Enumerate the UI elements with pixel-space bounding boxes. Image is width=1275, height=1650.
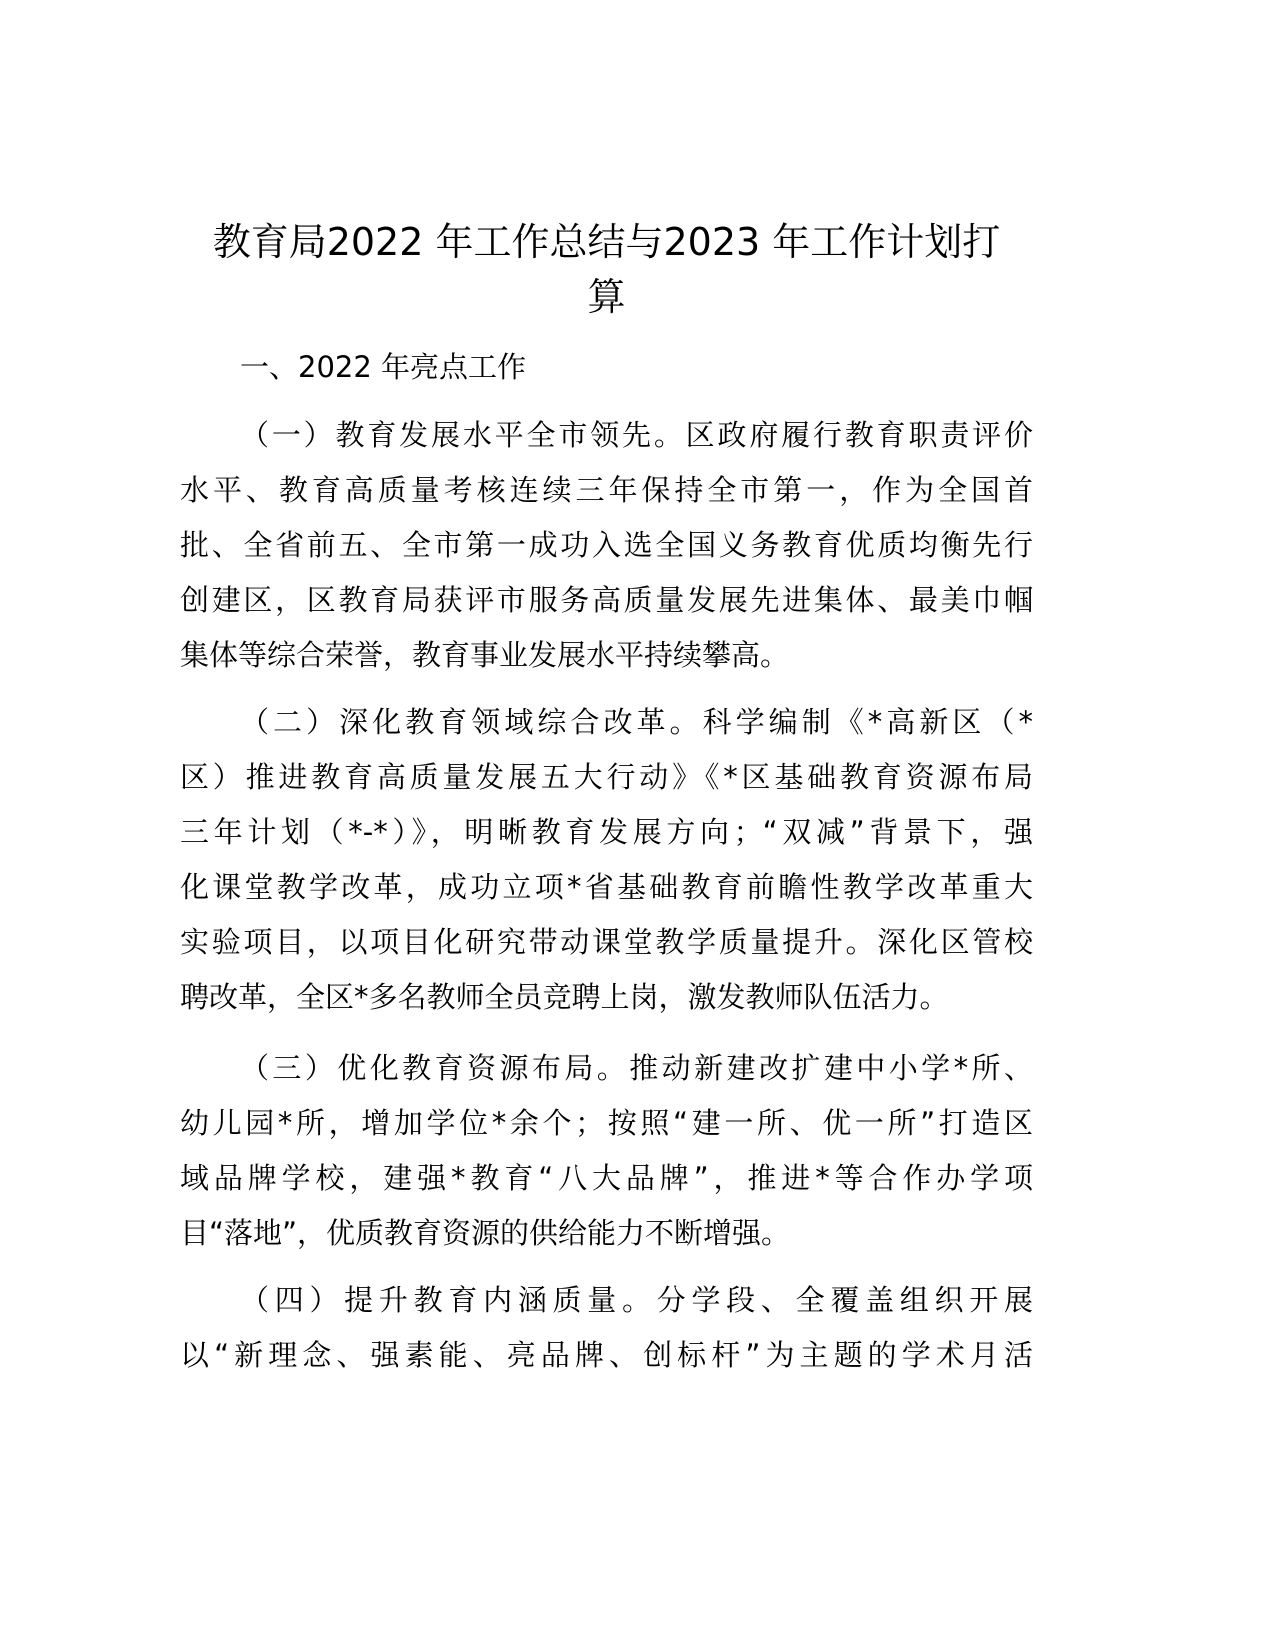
title-line: 算: [587, 275, 626, 319]
document-title: [180, 215, 1033, 325]
text-line: 创建区，区教育局获评市服务高质量发展先进集体、最美巾帼: [180, 583, 1033, 617]
paragraph-2: [180, 695, 1033, 1025]
text-line: 聘改革，全区*多名教师全员竞聘上岗，激发教师队伍活力。: [180, 980, 949, 1014]
text-line: 实验项目，以项目化研究带动课堂教学质量提升。深化区管校: [180, 925, 1033, 959]
text-line: 化课堂教学改革，成功立项*省基础教育前瞻性教学改革重大: [180, 870, 1033, 904]
text-line: 幼儿园*所，增加学位*余个；按照“建一所、优一所”打造区: [180, 1106, 1033, 1140]
text-line: （三）优化教育资源布局。推动新建改扩建中小学*所、: [240, 1051, 1033, 1085]
text-line: （二）深化教育领域综合改革。科学编制《*高新区（*: [240, 705, 1033, 739]
text-line: （四）提升教育内涵质量。分学段、全覆盖组织开展: [240, 1283, 1033, 1317]
text-line: 集体等综合荣誉，教育事业发展水平持续攀高。: [180, 638, 790, 672]
title-line: 教育局2022 年工作总结与2023 年工作计划打: [212, 220, 1001, 264]
text-line: 水平、教育高质量考核连续三年保持全市第一，作为全国首: [180, 473, 1033, 507]
text-line: 区）推进教育高质量发展五大行动》《*区基础教育资源布局: [180, 760, 1033, 794]
text-line: 目“落地”，优质教育资源的供给能力不断增强。: [180, 1216, 791, 1250]
text-line: （一）教育发展水平全市领先。区政府履行教育职责评价: [240, 418, 1033, 452]
text-line: 域品牌学校，建强*教育“八大品牌”，推进*等合作办学项: [180, 1161, 1033, 1195]
paragraph-1: [180, 408, 1033, 683]
section-heading: 一、2022 年亮点工作: [240, 350, 527, 384]
text-line: 三年计划（*-*）》，明晰教育发展方向；“双减”背景下，强: [180, 815, 1033, 849]
paragraph-3: [180, 1041, 1033, 1261]
text-line: 以“新理念、强素能、亮品牌、创标杆”为主题的学术月活: [180, 1338, 1033, 1372]
paragraph-4: [180, 1273, 1033, 1383]
text-line: 批、全省前五、全市第一成功入选全国义务教育优质均衡先行: [180, 528, 1033, 562]
